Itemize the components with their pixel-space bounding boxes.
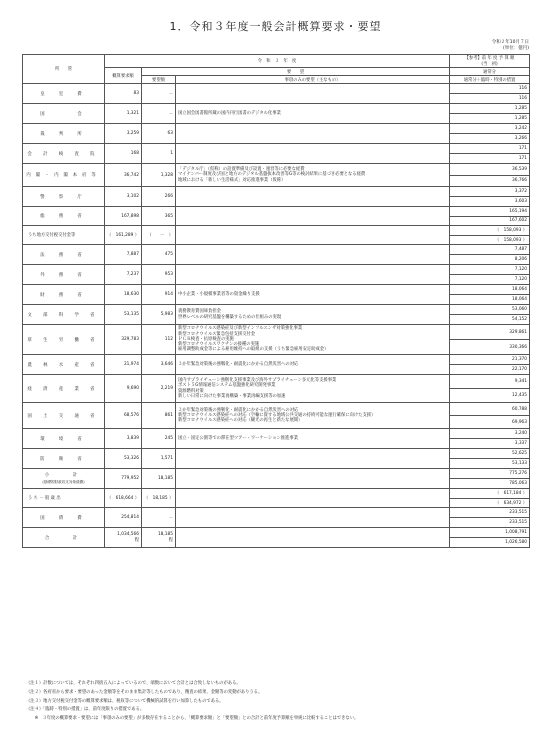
header-youbou-amount: 要望額: [142, 76, 176, 84]
ministry-name: 防 衛 省: [23, 449, 105, 469]
youbou-items: [176, 124, 450, 144]
youbou-amount: －: [142, 84, 176, 104]
table-row: [23, 489, 530, 499]
table-row: [23, 285, 530, 295]
ref-with-special: 18,064: [450, 295, 530, 305]
table-row: [23, 403, 530, 416]
ministry-name: 外 務 省: [23, 265, 105, 285]
table-row: [23, 124, 530, 134]
table-row: [23, 355, 530, 365]
ref-normal: 233,515: [450, 508, 530, 518]
note-line: （注４）「臨時・特別の措置」は、前年度限りの措置である。: [26, 707, 145, 713]
youbou-items: [176, 508, 450, 528]
page-title: 1．令和３年度一般会計概算要求・要望: [169, 20, 382, 33]
youbou-item: 国内サプライチェーン強靭化支援事業及び海外サプライチェーン多元化等支援事業: [178, 378, 337, 384]
request-amount: 168: [105, 144, 142, 164]
request-amount-suffix: 程: [134, 538, 139, 543]
ref-normal: 53,060: [450, 305, 530, 315]
youbou-amount: 5,983: [142, 305, 176, 325]
ref-normal: 9,341: [450, 375, 530, 389]
youbou-amount: 475: [142, 245, 176, 265]
request-amount: 329,783: [105, 325, 142, 355]
header-youbou-main: 事項のみの要望（主なもの）: [176, 76, 450, 84]
table-row: [23, 469, 530, 479]
request-amount: 3,839: [105, 429, 142, 449]
youbou-item: 国立・国定公園等での滞在型ツアー・ワーケーション推進事業: [178, 435, 299, 441]
ref-with-special: 36,766: [450, 175, 530, 187]
ref-with-special: 1,026,580: [450, 538, 530, 548]
youbou-item: 「デジタル庁」（仮称）の設置準備及び設置・運営等に必要な経費: [178, 167, 305, 173]
ministry-name: 農 林 水 産 省: [23, 355, 105, 375]
youbou-amount: 3,646: [142, 355, 176, 375]
youbou-items: [176, 84, 450, 104]
ref-with-special: （ 158,093 ）: [450, 235, 530, 245]
request-amount: 21,974: [105, 355, 142, 375]
ref-with-special: 3,603: [450, 197, 530, 207]
table-body: [23, 84, 530, 548]
youbou-items: [176, 429, 450, 449]
request-amount: 36,742: [105, 164, 142, 187]
header-ref: [450, 55, 530, 68]
ministry-name: 皇 室 費: [23, 84, 105, 104]
youbou-items: [176, 489, 450, 508]
note-line: （注２）各府省から要求・要望のあった金額等をそのまま集計等したものであり、精査の結果、金額等の変動がありうる。: [26, 689, 263, 695]
youbou-items: [176, 285, 450, 305]
youbou-item: ポスト５G情報通信システム基盤強化研究開発事業: [178, 383, 276, 389]
youbou-amount-suffix: 程: [168, 538, 173, 543]
youbou-item: 国立国会図書館所蔵の国内刊行図書のデジタル化事業: [178, 110, 281, 116]
youbou-amount: －: [142, 508, 176, 528]
note-line: ※ ３年度の概算要求・要望には「事項のみの要望」が多数存在することから、「概算要求額」と「要望額」との合計と前年度予算額を単純に比較することはできない。: [26, 716, 359, 722]
ref-with-special: 785,063: [450, 479, 530, 489]
ref-normal: 21,370: [450, 355, 530, 365]
youbou-items: [176, 375, 450, 403]
ministry-name: 環 境 省: [23, 429, 105, 449]
ref-with-special: 53,133: [450, 459, 530, 469]
table-row: [23, 305, 530, 315]
request-amount: [105, 528, 142, 548]
ref-with-special: 116: [450, 94, 530, 104]
youbou-amount: 914: [142, 285, 176, 305]
youbou-item: 雇用調整助成金等による雇用維持への取組の支援（うち緊急雇用安定助成金）: [178, 347, 329, 353]
table-row: [23, 207, 530, 217]
youbou-item: 新型コロナウイルス感染症及び新型インフルエンザ対策強化事業: [178, 326, 303, 332]
ref-normal: 18,064: [450, 285, 530, 295]
header-request-total: 概算要求額: [105, 68, 142, 84]
ref-with-special: 1,285: [450, 114, 530, 124]
youbou-amount: 266: [142, 187, 176, 207]
ministry-name: 厚 生 労 働 省: [23, 325, 105, 355]
ref-with-special: 54,152: [450, 315, 530, 325]
ref-normal: 3,372: [450, 187, 530, 197]
youbou-items: [176, 469, 450, 489]
ref-normal: 7,487: [450, 245, 530, 255]
youbou-item: 新型コロナウイルス感染症への対応（観光の再生と新たな展開）: [178, 418, 303, 424]
ref-normal: 116: [450, 84, 530, 94]
ref-normal: （ 617,184 ）: [450, 489, 530, 499]
youbou-amount: 112: [142, 325, 176, 355]
youbou-items: [176, 245, 450, 265]
youbou-amount: 365: [142, 207, 176, 226]
table-row: [23, 508, 530, 518]
youbou-item: 新型コロナウイルス感染症への対応（空輸に資する地域公共交通の持続可能な運行確保に向けた支援）: [178, 412, 376, 418]
ministry-name: うち地方交付税交付金等: [23, 226, 105, 245]
request-amount: 9,690: [105, 375, 142, 403]
youbou-items: [176, 449, 450, 469]
table-row: [23, 245, 530, 255]
date-note: [492, 40, 529, 52]
ministry-name: 財 務 省: [23, 285, 105, 305]
ref-normal: 36,539: [450, 164, 530, 176]
ref-normal: 775,276: [450, 469, 530, 479]
youbou-amount: 1,571: [142, 449, 176, 469]
ref-with-special: 330,366: [450, 340, 530, 355]
table-row: [23, 104, 530, 114]
ministry-name: 経 済 産 業 省: [23, 375, 105, 403]
youbou-item: 資源燃料対策: [178, 388, 204, 394]
youbou-item: マイナンバー制度及び国と地方のデジタル基盤抜本改善等G等の検討結果に基づき必要となる経費: [178, 172, 366, 178]
youbou-amount: 953: [142, 265, 176, 285]
youbou-items: [176, 104, 450, 124]
table-row: [23, 449, 530, 459]
youbou-item: 新しい日常に向けた事業再構築・事業再編支援等の加速: [178, 393, 286, 399]
request-amount-value: 1,034,566: [117, 532, 139, 537]
header-fy: 令 和 ３ 年 度: [105, 55, 450, 68]
budget-table: [22, 54, 530, 548]
ref-with-special: 7,120: [450, 275, 530, 285]
ref-with-special: 233,515: [450, 518, 530, 528]
youbou-item: 新型コロナウイルス緊急包括支援交付金: [178, 331, 256, 337]
youbou-items: [176, 403, 450, 429]
youbou-items: [176, 207, 450, 226]
youbou-item: 地域における「新しい生活様式」対応推進事業（仮称）: [178, 177, 286, 183]
ministry-name-text: 小 計: [44, 472, 83, 478]
ref-with-special: 22,170: [450, 365, 530, 375]
ref-normal: 1,008,791: [450, 528, 530, 538]
youbou-amount: 1,328: [142, 164, 176, 187]
ref-normal: 3,240: [450, 429, 530, 439]
youbou-amount-value: 18,185: [157, 532, 173, 537]
request-amount: （ 161,289 ）: [105, 226, 142, 245]
request-amount: 53,135: [105, 305, 142, 325]
youbou-item: 中小企業・小規模事業者等の資金繰り支援: [178, 291, 260, 297]
header-ref-normal: 通常分: [450, 68, 530, 76]
table-row: [23, 84, 530, 94]
header-ref-sub: (当 初): [481, 62, 498, 67]
ministry-name: 文 部 科 学 省: [23, 305, 105, 325]
ref-normal: 60,788: [450, 403, 530, 416]
youbou-items: [176, 325, 450, 355]
ministry-name: 国 債 費: [23, 508, 105, 528]
request-amount: 68,576: [105, 403, 142, 429]
request-amount: 254,814: [105, 508, 142, 528]
youbou-item: ３か年緊急対策後の強靱化・耐震化にかかる自然災害への対応: [178, 361, 299, 367]
youbou-items: [176, 144, 450, 164]
ministry-name: 警 察 庁: [23, 187, 105, 207]
ministry-name: 国 会: [23, 104, 105, 124]
request-amount: 7,887: [105, 245, 142, 265]
notes: [26, 680, 526, 724]
ministry-note: (基礎的財政収支対象経費): [42, 479, 85, 484]
ref-with-special: 3,266: [450, 134, 530, 144]
youbou-item: ３か年緊急対策後の強靭化・耐震化にかかる自然災害への対応: [178, 407, 299, 413]
table-row: [23, 429, 530, 439]
ref-with-special: 171: [450, 154, 530, 164]
ref-normal: （ 158,093 ）: [450, 226, 530, 236]
table-row: [23, 265, 530, 275]
ministry-name: う ち － 般 歳 出: [23, 489, 105, 508]
unit-text: (単位：億円): [502, 46, 529, 51]
ref-normal: 52,625: [450, 449, 530, 459]
ref-with-special: 12,435: [450, 389, 530, 403]
youbou-items: [176, 265, 450, 285]
ministry-name: 合 計: [23, 528, 105, 548]
youbou-items: [176, 164, 450, 187]
table-row: [23, 375, 530, 389]
header-ref-label: 【参考】前 年 度 予 算 額: [464, 56, 515, 61]
youbou-items: [176, 305, 450, 325]
youbou-item: 義務教育費国庫負担金: [178, 309, 221, 315]
ministry-name: 法 務 省: [23, 245, 105, 265]
table-row: [23, 187, 530, 197]
ref-normal: 329,861: [450, 325, 530, 340]
ref-normal: 1,285: [450, 104, 530, 114]
header-youbou: 要 望: [142, 68, 450, 76]
ministry-name: 会 計 検 査 院: [23, 144, 105, 164]
request-amount: 83: [105, 84, 142, 104]
ministry-name: [23, 469, 105, 489]
youbou-amount: 1: [142, 144, 176, 164]
youbou-amount: 18,185: [142, 469, 176, 489]
youbou-amount: 245: [142, 429, 176, 449]
ref-with-special: 69,963: [450, 416, 530, 429]
ref-with-special: 3,337: [450, 439, 530, 449]
youbou-items: [176, 226, 450, 245]
youbou-amount: 63: [142, 124, 176, 144]
table-row: [23, 528, 530, 538]
ministry-name: 裁 判 所: [23, 124, 105, 144]
header-ref-detail: 通常分＋臨時・特別の措置: [450, 76, 530, 84]
youbou-items: [176, 528, 450, 548]
youbou-amount: （ － ）: [142, 226, 176, 245]
request-amount: 3,259: [105, 124, 142, 144]
youbou-amount: （ 18,185 ）: [142, 489, 176, 508]
note-line: （注１）計数については、それぞれ四捨五入によっているので、端数において合計とは合致しないものがある。: [26, 681, 241, 686]
ref-normal: 3,242: [450, 124, 530, 134]
table-row: [23, 325, 530, 340]
youbou-amount: 2,219: [142, 375, 176, 403]
ref-with-special: 8,206: [450, 255, 530, 265]
table-row: [23, 164, 530, 176]
request-amount: 167,898: [105, 207, 142, 226]
ref-with-special: （ 634,972 ）: [450, 498, 530, 508]
table-row: [23, 144, 530, 154]
header-ministry: 所 管: [23, 55, 105, 84]
youbou-item: ＰＣＲ検査・抗原検査の実施: [178, 336, 234, 342]
ministry-name: 総 務 省: [23, 207, 105, 226]
table-row: [23, 226, 530, 236]
request-amount: （ 618,664 ）: [105, 489, 142, 508]
youbou-items: [176, 355, 450, 375]
ref-normal: 7,120: [450, 265, 530, 275]
ref-normal: 171: [450, 144, 530, 154]
ministry-name: 内閣・内閣本府等: [23, 164, 105, 187]
ref-normal: 165,194: [450, 207, 530, 217]
request-amount: 53,326: [105, 449, 142, 469]
request-amount: 779,952: [105, 469, 142, 489]
youbou-amount: 861: [142, 403, 176, 429]
request-amount: 7,237: [105, 265, 142, 285]
request-amount: 3,102: [105, 187, 142, 207]
youbou-amount: －: [142, 104, 176, 124]
youbou-item: 世界レベルの研究基盤を構築するための仕組みの実現: [178, 314, 282, 320]
youbou-item: 新型コロナウイルスワクチンの接種の実施: [178, 342, 260, 348]
date-text: 令和２年10月７日: [491, 40, 529, 45]
request-amount: 1,321: [105, 104, 142, 124]
request-amount: 18,630: [105, 285, 142, 305]
youbou-items: [176, 187, 450, 207]
ministry-name: 国 土 交 通 省: [23, 403, 105, 429]
youbou-amount: [142, 528, 176, 548]
note-line: （注３）地方交付税交付金等の概算要求額は、税収等について機械的試算を行い加算したものである。: [26, 698, 224, 704]
ref-with-special: 167,602: [450, 216, 530, 226]
